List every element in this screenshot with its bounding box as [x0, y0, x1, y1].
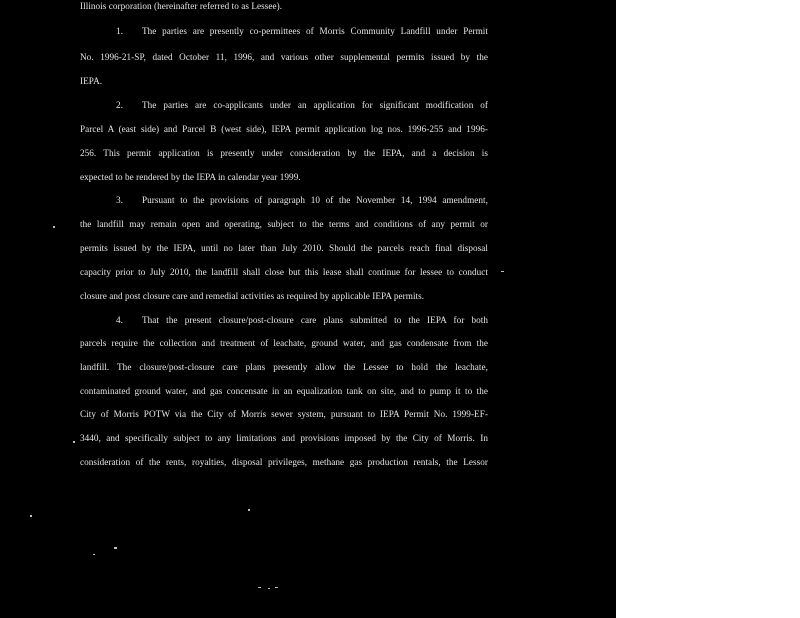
- scan-speck: [93, 554, 95, 555]
- scan-speck: [275, 587, 278, 588]
- paragraph-number: 1.: [116, 26, 123, 36]
- text-line: The parties are presently co-permittees of Morris Community Landfill under Permit: [142, 26, 488, 36]
- text-line: IEPA.: [80, 76, 103, 86]
- text-line: closure and post closure care and remedial activities as required by applicable IEPA permits.: [80, 291, 425, 301]
- text-line: No. 1996-21-SP, dated October 11, 1996, and various other supplemental permits issued by the: [80, 52, 488, 62]
- scan-speck: [30, 515, 32, 517]
- scan-speck: [501, 271, 504, 272]
- text-line: 3440, and specifically subject to any limitations and provisions imposed by the City of Morris. In: [80, 433, 488, 443]
- text-line: capacity prior to July 2010, the landfill shall close but this lease shall continue for lessee to conduct: [80, 267, 488, 277]
- paragraph-number: 4.: [116, 315, 123, 325]
- scan-speck: [248, 509, 250, 511]
- scan-speck: [258, 587, 261, 588]
- text-line: the landfill may remain open and operating, subject to the terms and conditions of any permit or: [80, 219, 488, 229]
- text-line: Parcel A (east side) and Parcel B (west side), IEPA permit application log nos. 1996-255 and 1996-: [80, 124, 488, 134]
- text-line: 256. This permit application is presently under consideration by the IEPA, and a decision is: [80, 148, 488, 158]
- scan-speck: [53, 226, 55, 228]
- text-line: City of Morris POTW via the City of Morris sewer system, pursuant to IEPA Permit No. 1999-EF-: [80, 409, 488, 419]
- text-line: consideration of the rents, royalties, disposal privileges, methane gas production rentals, the Lessor: [80, 457, 488, 467]
- scan-speck: [268, 588, 270, 589]
- text-line: parcels require the collection and treatment of leachate, ground water, and gas condensate from the: [80, 338, 488, 348]
- paragraph-number: 3.: [116, 195, 123, 205]
- text-line: Pursuant to the provisions of paragraph 10 of the November 14, 1994 amendment,: [142, 195, 488, 205]
- scan-speck: [114, 547, 117, 549]
- text-line: expected to be rendered by the IEPA in calendar year 1999.: [80, 172, 301, 182]
- text-line: The parties are co-applicants under an application for significant modification of: [142, 100, 488, 110]
- paragraph-2-first-line: [116, 99, 488, 111]
- paragraph-3-first-line: [116, 194, 488, 206]
- scan-speck: [73, 441, 75, 443]
- text-line: contaminated ground water, and gas concensate in an equalization tank on site, and to pump it to the: [80, 386, 488, 396]
- paragraph-number: 2.: [116, 100, 123, 110]
- paragraph-4-first-line: [116, 314, 488, 326]
- text-line: landfill. The closure/post-closure care plans presently allow the Lessee to hold the leachate,: [80, 362, 488, 372]
- text-line: permits issued by the IEPA, until no later than July 2010. Should the parcels reach final disposal: [80, 243, 488, 253]
- paragraph-1-first-line: [116, 25, 488, 37]
- text-line: That the present closure/post-closure care plans submitted to the IEPA for both: [142, 315, 488, 325]
- text-line: Illinois corporation (hereinafter referred to as Lessee).: [80, 1, 283, 11]
